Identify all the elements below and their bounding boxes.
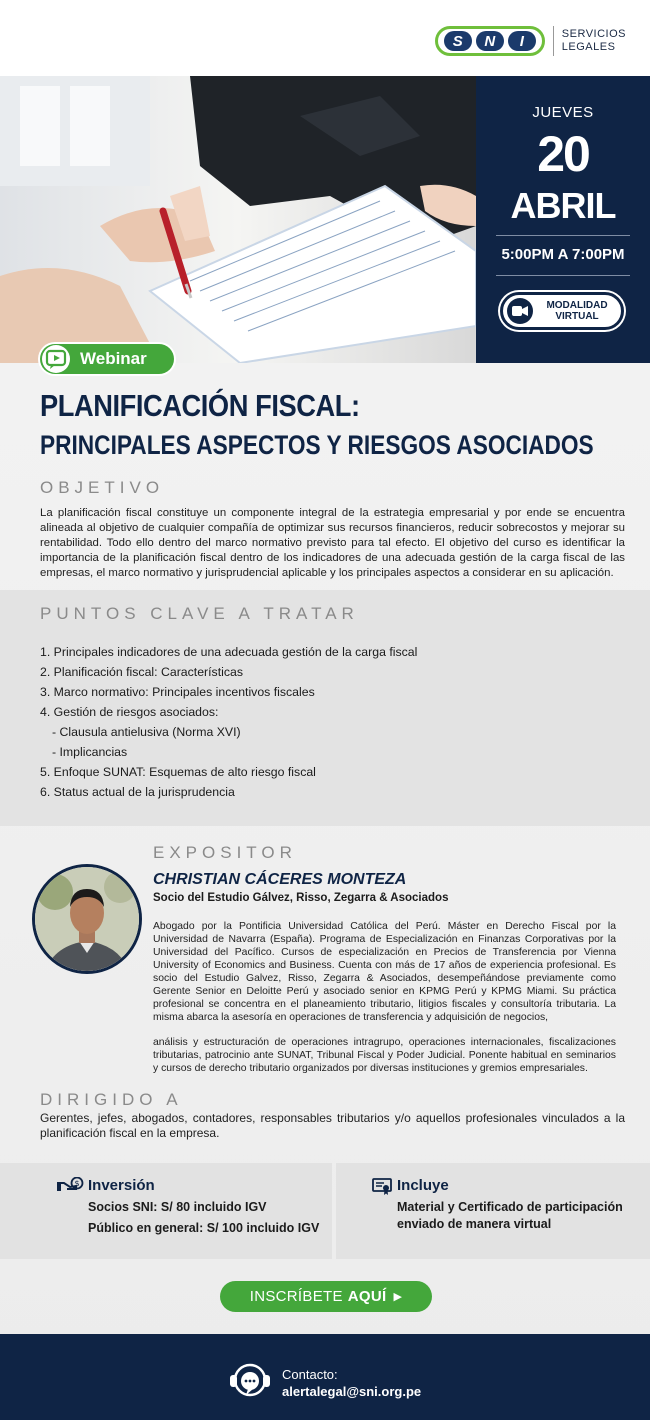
includes-line-2: enviado de manera virtual <box>397 1217 552 1231</box>
key-points-list <box>40 642 417 802</box>
key-points-heading: PUNTOS CLAVE A TRATAR <box>40 604 359 623</box>
contact-label: Contacto: <box>282 1367 338 1382</box>
includes-title: Incluye <box>397 1177 449 1194</box>
video-camera-icon <box>507 298 533 324</box>
modality-label <box>533 300 621 322</box>
main-subtitle: PRINCIPALES ASPECTOS Y RIESGOS ASOCIADOS <box>40 430 594 460</box>
logo-letter-i: I <box>508 31 536 51</box>
key-point-item: 2. Planificación fiscal: Características <box>40 665 243 679</box>
event-time: 5:00PM A 7:00PM <box>501 246 625 263</box>
key-point-item: 1. Principales indicadores de una adecuada gestión de la carga fiscal <box>40 645 418 659</box>
event-divider-top <box>496 235 630 236</box>
key-point-subitem: - Implicancias <box>52 745 128 759</box>
headset-chat-icon <box>228 1358 272 1402</box>
webinar-badge <box>40 344 174 374</box>
certificate-icon <box>372 1178 392 1196</box>
webinar-badge-label: Webinar <box>80 349 147 368</box>
speaker-bio-part-2: análisis y estructuración de operaciones intragrupo, operaciones internacionales, fiscalizaciones tributarias, patrocinio ante SUNAT, Tribunal Fiscal y Poder Judicial. Ponente habitual en seminarios y cursos de derecho tributario organizados por diversas instituciones y gremios empresariales. <box>153 1037 616 1074</box>
register-button-label-bold: AQUÍ <box>347 1288 387 1305</box>
key-point-item: 3. Marco normativo: Principales incentivos fiscales <box>40 685 315 699</box>
logo-letter-s: S <box>444 31 472 51</box>
modality-line-1: MODALIDAD <box>546 300 608 311</box>
speaker-photo <box>32 864 142 974</box>
money-hand-icon <box>56 1177 84 1195</box>
logo-tagline-line-1: SERVICIOS <box>561 28 626 40</box>
includes-card <box>336 1163 650 1259</box>
sni-logo <box>435 26 626 56</box>
hero-photo <box>0 76 476 363</box>
register-button[interactable] <box>220 1281 432 1312</box>
sni-logo-mark <box>435 26 545 56</box>
includes-line-1: Material y Certificado de participación <box>397 1200 623 1214</box>
speaker-name: CHRISTIAN CÁCERES MONTEZA <box>153 871 407 888</box>
event-month: ABRIL <box>510 185 616 226</box>
key-point-subitem: - Clausula antielusiva (Norma XVI) <box>52 725 241 739</box>
event-weekday: JUEVES <box>532 104 594 121</box>
speaker-role: Socio del Estudio Gálvez, Risso, Zegarra & Asociados <box>153 892 449 904</box>
logo-tagline-line-2: LEGALES <box>561 41 616 53</box>
event-divider-bottom <box>496 275 630 276</box>
modality-badge <box>500 292 624 330</box>
play-arrow-icon: ▶ <box>393 1291 403 1303</box>
footer <box>0 1334 650 1420</box>
header <box>0 0 650 76</box>
hero-illustration <box>0 76 476 363</box>
logo-divider <box>553 26 554 56</box>
logo-letter-n: N <box>476 31 504 51</box>
dirigido-text: Gerentes, jefes, abogados, contadores, responsables tributarios y/o aquellos profesionales vinculados a la planificación fiscal en la empresa. <box>40 1111 625 1140</box>
key-point-item: 4. Gestión de riesgos asociados: <box>40 705 219 719</box>
speaker-bio-part-1: Abogado por la Pontificia Universidad Católica del Perú. Máster en Derecho Fiscal por la Universidad de Navarra (España). Programa de Especialización en Finanzas Corporativas por la Universidad del Pacífico. Cursos de especialización en Precios de Transferencia por Vienna University of Economics and Business. Cuenta con más de 17 años de experiencia profesional. Es socio del Estudio Galvez, Risso, Zegarra & Asociados, desempeñándose previamente como Gerente Senior en Deloitte Perú y asociado senior en KPMG Perú y KPMG Miami. Su práctica profesional se concentra en el planeamiento tributario, litigios fiscales y consultoría tributaria. La misma abarca la asesoría en operaciones de transferencia y adquisición de negocios, <box>153 921 616 1023</box>
main-title: PLANIFICACIÓN FISCAL: <box>40 388 360 423</box>
logo-tagline <box>562 28 626 54</box>
speaker-portrait <box>35 867 139 971</box>
svg-text:$: $ <box>74 1179 80 1188</box>
expositor-heading: EXPOSITOR <box>153 843 297 862</box>
event-date-number: 20 <box>537 126 589 182</box>
modality-line-2: VIRTUAL <box>555 311 599 322</box>
event-info-panel <box>476 76 650 363</box>
investment-members-price: Socios SNI: S/ 80 incluido IGV <box>88 1200 267 1214</box>
register-button-label: INSCRÍBETE <box>249 1288 343 1305</box>
objetivo-heading: OBJETIVO <box>40 478 165 497</box>
key-point-item: 6. Status actual de la jurisprudencia <box>40 785 235 799</box>
dirigido-heading: DIRIGIDO A <box>40 1090 183 1109</box>
key-point-item: 5. Enfoque SUNAT: Esquemas de alto riesgo fiscal <box>40 765 316 779</box>
contact-email-link[interactable]: alertalegal@sni.org.pe <box>282 1384 422 1399</box>
investment-public-price: Público en general: S/ 100 incluido IGV <box>88 1221 320 1235</box>
investment-card <box>0 1163 332 1259</box>
objetivo-text: La planificación fiscal constituye un componente integral de la estrategia empresarial y por ende se encuentra alineada al objetivo de cualquier compañía de optimizar sus recursos financieros, reducir sobrecostos y mejorar su rentabilidad. Todo ello dentro del marco normativo previsto para tal efecto. El objetivo del curso es identificar la importancia de la planificación fiscal dentro de los indicadores de una adecuada gestión de la carga fiscal de las empresas, el marco normativo y jurisprudencial aplicable y los principales aspectos a considerar en su aplicación. <box>40 507 625 579</box>
investment-title: Inversión <box>88 1177 155 1194</box>
key-points-section <box>0 590 650 826</box>
play-video-icon <box>42 345 70 373</box>
